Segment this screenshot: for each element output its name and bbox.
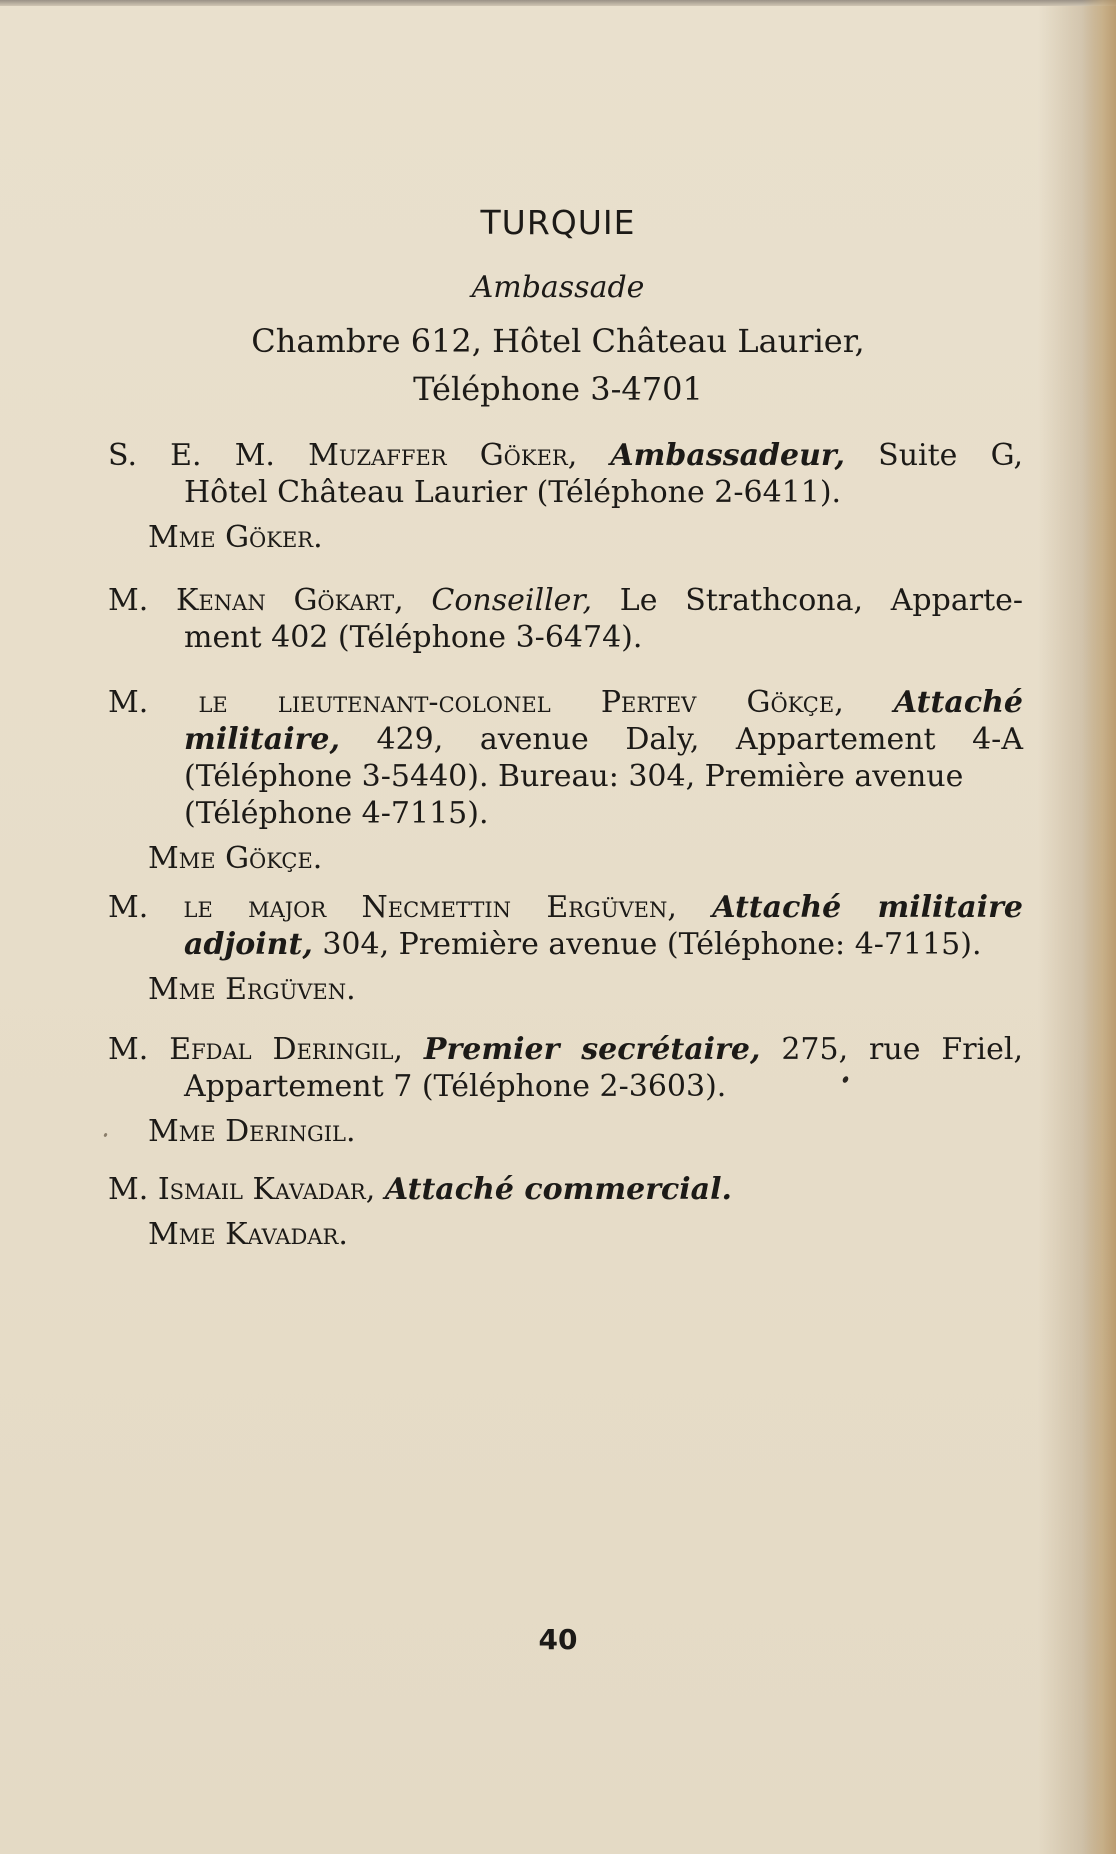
entry-continuation bbox=[108, 721, 1023, 758]
entry-commercial-attache bbox=[108, 1171, 1023, 1253]
page-number: 40 bbox=[538, 1623, 578, 1656]
country-title: TURQUIE bbox=[480, 203, 636, 242]
entry-detail: Suite G, bbox=[878, 438, 1023, 473]
entry-line bbox=[108, 437, 1023, 474]
entry-continuation: Appartement 7 (Téléphone 2-3603). bbox=[184, 1069, 727, 1104]
entry-detail: Le Strathcona, Apparte- bbox=[619, 583, 1024, 618]
entry-prefix: M. bbox=[108, 1172, 149, 1207]
entry-detail: 275, rue Friel, bbox=[781, 1032, 1024, 1067]
entry-prefix: M. bbox=[108, 1032, 149, 1067]
entry-rank: le major bbox=[183, 890, 327, 925]
entry-title: Attaché militaire bbox=[712, 890, 1023, 925]
entry-first-secretary bbox=[108, 1031, 1023, 1150]
entry-title: Ambassadeur, bbox=[610, 438, 846, 473]
entry-counsellor bbox=[108, 582, 1023, 656]
entry-name: Kenan Gökart, bbox=[176, 583, 404, 618]
entry-name: Ismail Kavadar, bbox=[157, 1172, 376, 1207]
entry-title: Conseiller, bbox=[431, 583, 592, 618]
entry-spouse: Mme Deringil. bbox=[148, 1114, 356, 1149]
entry-prefix: M. bbox=[108, 685, 149, 720]
section-title: Ambassade bbox=[471, 270, 645, 305]
entry-detail: 304, Première avenue (Téléphone: 4-7115). bbox=[322, 927, 982, 962]
entry-title: Attaché commercial. bbox=[384, 1172, 732, 1207]
entry-name: Necmettin Ergüven, bbox=[361, 890, 677, 925]
entry-line bbox=[108, 1031, 1023, 1068]
entry-military-attache bbox=[108, 684, 1023, 877]
entry-detail: 429, avenue Daly, Appartement 4-A bbox=[376, 722, 1023, 757]
entry-line bbox=[108, 684, 1023, 721]
entry-line bbox=[108, 889, 1023, 926]
entry-name: Pertev Gökçe, bbox=[600, 685, 844, 720]
page-top-edge bbox=[0, 0, 1116, 6]
entry-spouse: Mme Gökçe. bbox=[148, 841, 323, 876]
entry-continuation bbox=[108, 926, 1023, 963]
entry-name: Muzaffer Göker, bbox=[308, 438, 578, 473]
entry-prefix: M. bbox=[108, 890, 149, 925]
entry-rank: le lieutenant-colonel bbox=[198, 685, 551, 720]
entry-prefix: M. bbox=[108, 583, 149, 618]
entry-assistant-military-attache bbox=[108, 889, 1023, 1008]
entry-line bbox=[108, 582, 1023, 619]
embassy-phone: Téléphone 3-4701 bbox=[413, 370, 703, 408]
entry-title: Attaché bbox=[893, 685, 1023, 720]
embassy-address: Chambre 612, Hôtel Château Laurier, bbox=[251, 322, 865, 360]
entry-continuation: ment 402 (Téléphone 3-6474). bbox=[184, 620, 643, 655]
entry-continuation: (Téléphone 4-7115). bbox=[184, 796, 489, 831]
entry-spouse: Mme Kavadar. bbox=[148, 1217, 348, 1252]
entry-title: Premier secrétaire, bbox=[423, 1032, 761, 1067]
entry-name: Efdal Deringil, bbox=[169, 1032, 403, 1067]
entry-title-cont: adjoint, bbox=[184, 927, 313, 962]
entry-continuation: Hôtel Château Laurier (Téléphone 2-6411). bbox=[184, 475, 842, 510]
entry-line bbox=[108, 1171, 1023, 1208]
entry-continuation: (Téléphone 3-5440). Bureau: 304, Première avenue bbox=[184, 759, 964, 794]
entry-spouse: Mme Göker. bbox=[148, 520, 323, 555]
entry-prefix: S. E. M. bbox=[108, 438, 275, 473]
entry-spouse: Mme Ergüven. bbox=[148, 972, 356, 1007]
entry-ambassador bbox=[108, 437, 1023, 556]
entry-title-cont: militaire, bbox=[184, 722, 340, 757]
